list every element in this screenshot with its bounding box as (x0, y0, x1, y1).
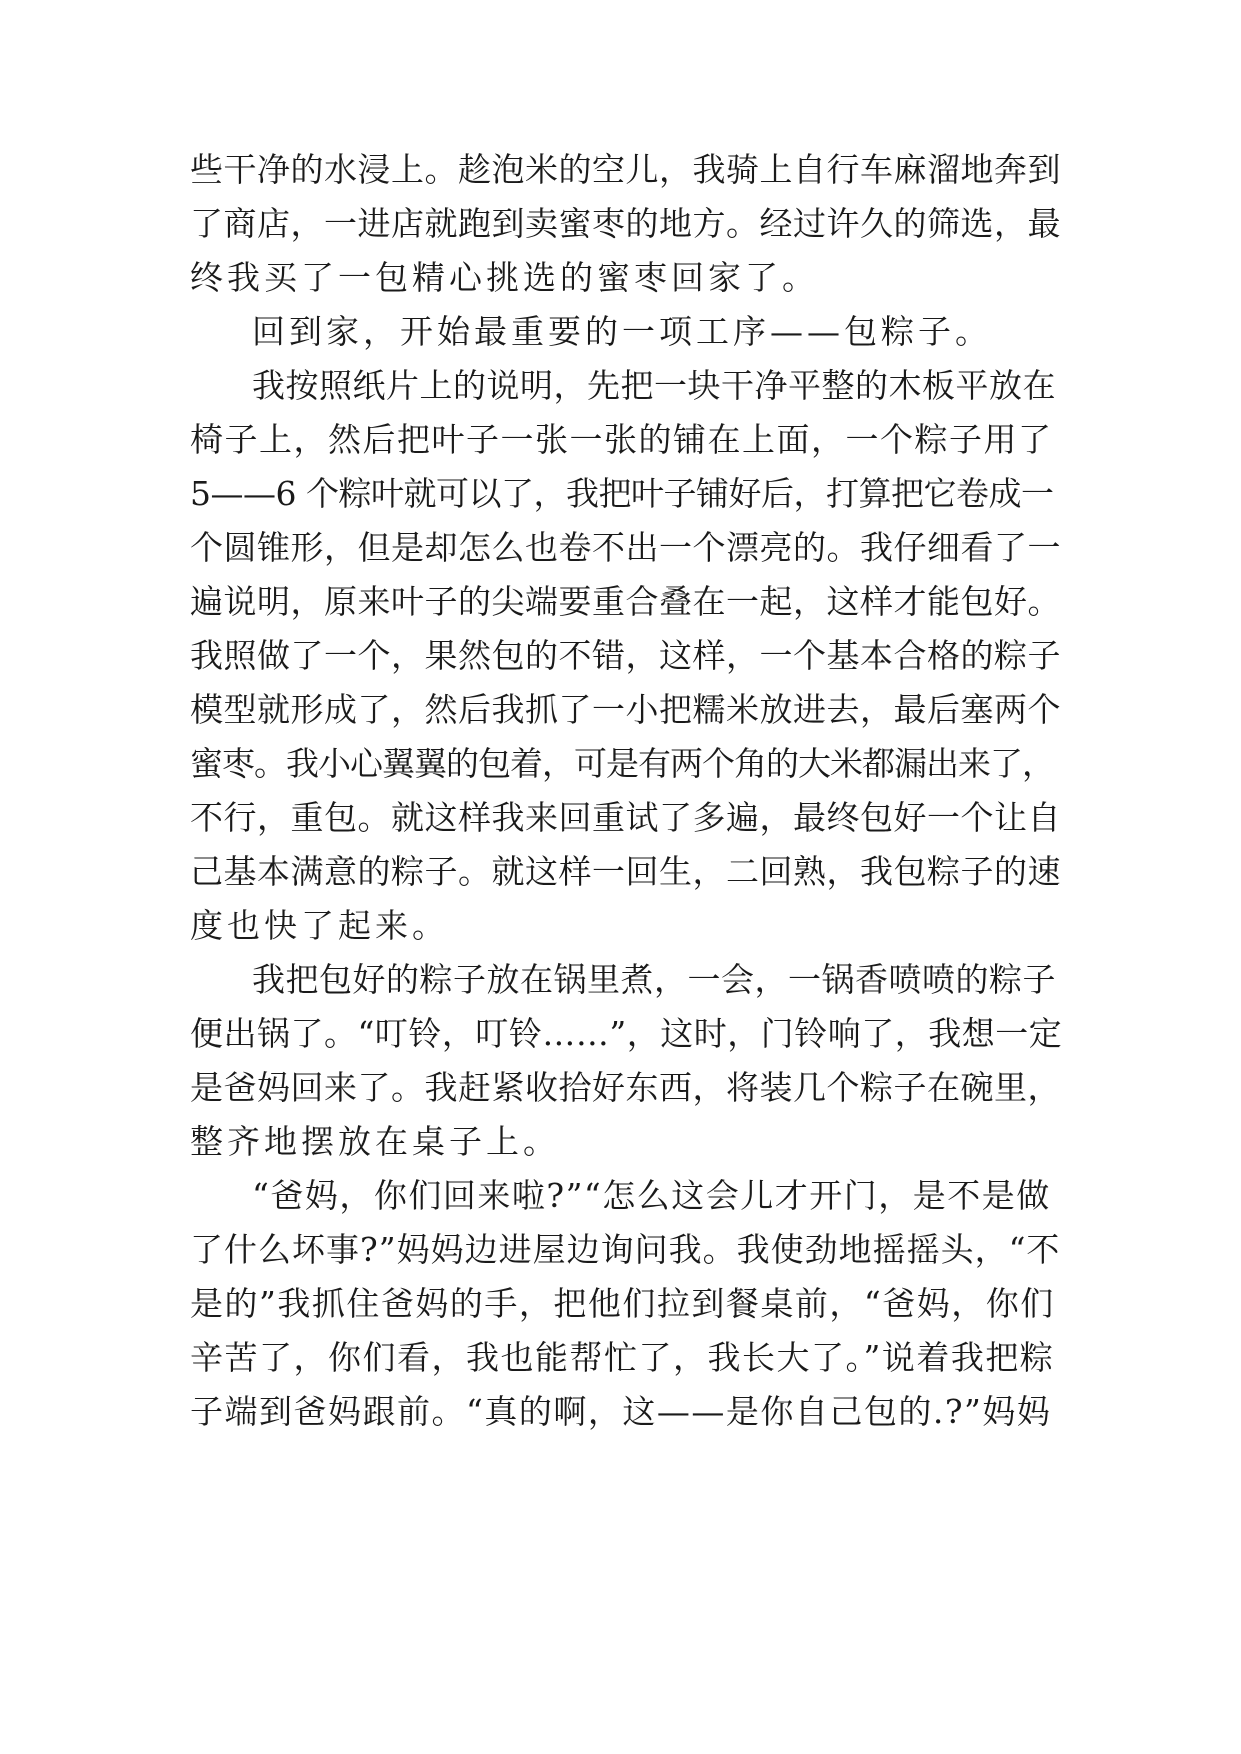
paragraph-start-line: 我按照纸片上的说明，先把一块干净平整的木板平放在 (252, 366, 1056, 405)
text-line: 个圆锥形，但是却怎么也卷不出一个漂亮的。我仔细看了一 (190, 528, 1061, 567)
text-line: 便出锅了。“叮铃，叮铃……”，这时，门铃响了，我想一定 (190, 1014, 1063, 1053)
text-line: 己基本满意的粽子。就这样一回生，二回熟，我包粽子的速 (190, 852, 1061, 891)
text-line: 了什么坏事?”妈妈边进屋边询问我。我使劲地摇摇头，“不 (190, 1230, 1061, 1269)
text-line: 模型就形成了，然后我抓了一小把糯米放进去，最后塞两个 (190, 690, 1061, 729)
text-line: 我照做了一个，果然包的不错，这样，一个基本合格的粽子 (190, 636, 1061, 675)
text-line: 子端到爸妈跟前。“真的啊，这——是你自己包的.?”妈妈 (190, 1392, 1052, 1431)
text-line: 度也快了起来。 (190, 906, 449, 945)
text-line: 5——6 个粽叶就可以了，我把叶子铺好后，打算把它卷成一 (190, 474, 1054, 513)
paragraph-start-line: 回到家，开始最重要的一项工序——包粽子。 (252, 312, 992, 351)
text-line: 遍说明，原来叶子的尖端要重合叠在一起，这样才能包好。 (190, 582, 1061, 621)
text-line: 了商店，一进店就跑到卖蜜枣的地方。经过许久的筛选，最 (190, 204, 1061, 243)
text-line: 不行，重包。就这样我来回重试了多遍，最终包好一个让自 (190, 798, 1061, 837)
paragraph-start-line: 我把包好的粽子放在锅里煮，一会，一锅香喷喷的粽子 (252, 960, 1056, 999)
text-line: 是爸妈回来了。我赶紧收拾好东西，将装几个粽子在碗里， (190, 1068, 1061, 1107)
text-line: 辛苦了，你们看，我也能帮忙了，我长大了。”说着我把粽 (190, 1338, 1055, 1377)
text-line: 些干净的水浸上。趁泡米的空儿，我骑上自行车麻溜地奔到 (190, 150, 1061, 189)
text-line: 蜜枣。我小心翼翼的包着，可是有两个角的大米都漏出来了， (190, 744, 1054, 783)
text-line: 终我买了一包精心挑选的蜜枣回家了。 (190, 258, 819, 297)
text-line: 整齐地摆放在桌子上。 (190, 1122, 560, 1161)
text-line: 椅子上，然后把叶子一张一张的铺在上面，一个粽子用了 (190, 420, 1053, 459)
text-line: 是的”我抓住爸妈的手，把他们拉到餐桌前，“爸妈，你们 (190, 1284, 1055, 1323)
paragraph-start-line: “爸妈，你们回来啦?”“怎么这会儿才开门，是不是做 (252, 1176, 1051, 1215)
